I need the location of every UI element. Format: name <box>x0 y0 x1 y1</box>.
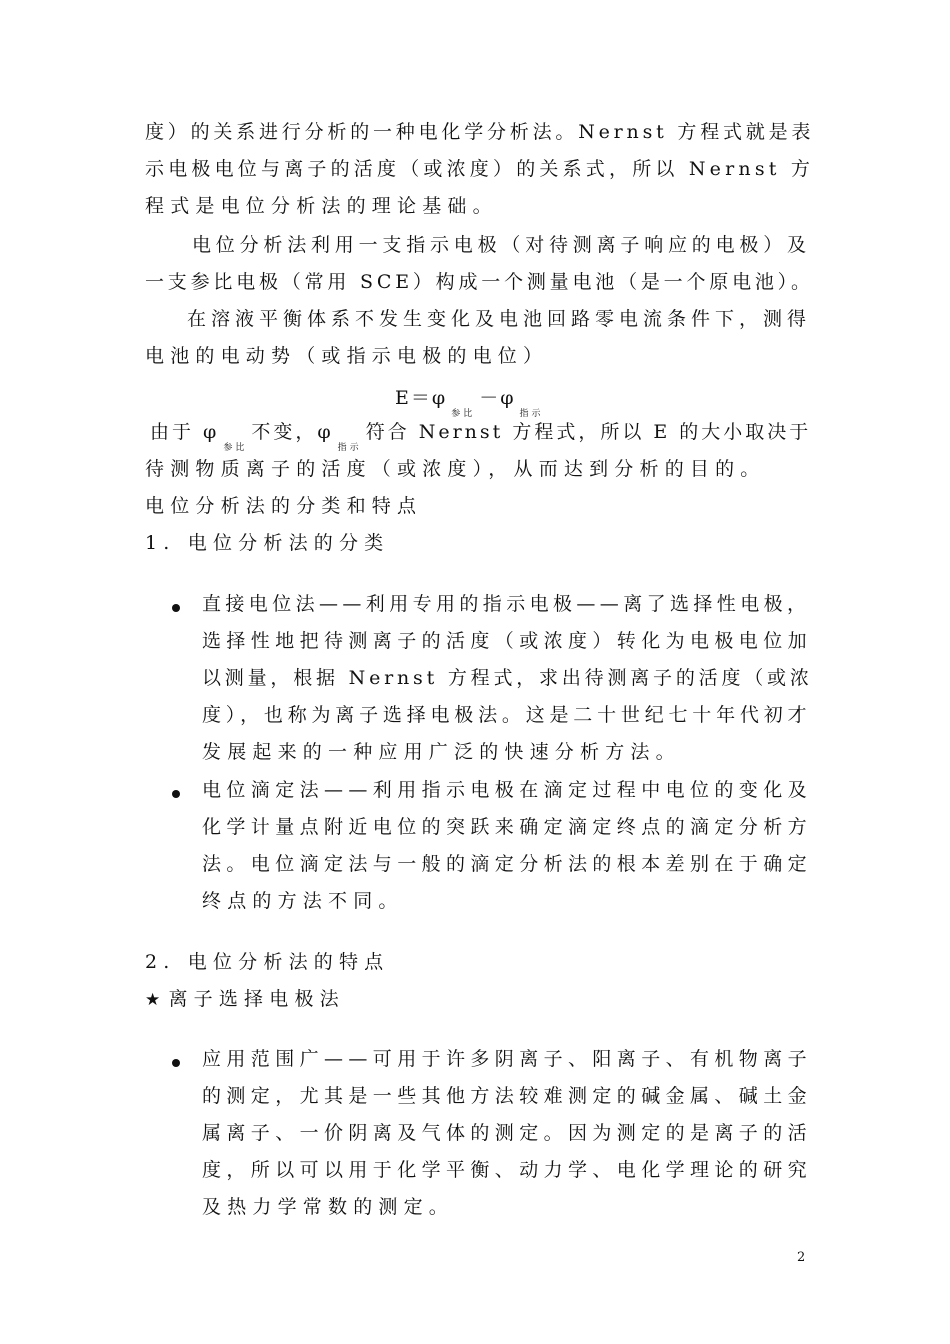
para3-part-1: 由于 φ <box>150 421 220 443</box>
bullet-dot <box>172 604 180 612</box>
bullet3-line-3: 属离子、一价阴离及气体的测定。因为测定的是离子的活 <box>202 1122 813 1144</box>
intro-line-3: 程式是电位分析法的理论基础。 <box>145 195 498 217</box>
para2-line-3: 在溶液平衡体系不发生变化及电池回路零电流条件下，测得 <box>187 308 812 330</box>
equation-sub-indicator: 指示 <box>519 409 544 419</box>
para2-line-4: 电池的电动势（或指示电极的电位） <box>145 345 549 367</box>
bullet1-line-1: 直接电位法——利用专用的指示电极——离了选择性电极， <box>202 593 811 615</box>
equation-lhs: E＝φ <box>395 387 448 409</box>
para3-part-3: 符合 Nernst 方程式，所以 E 的大小取决于 <box>365 421 812 443</box>
bullet1-line-4: 度），也称为离子选择电极法。这是二十世纪七十年代初才 <box>202 704 812 726</box>
heading-classification: 1. 电位分析法的分类 <box>145 532 390 554</box>
para3-part-2: 不变，φ <box>251 421 334 443</box>
heading-classification-features: 电位分析法的分类和特点 <box>145 495 423 517</box>
para3-line-1 <box>150 420 811 460</box>
bullet-dot <box>172 1059 180 1067</box>
bullet3-line-4: 度，所以可以用于化学平衡、动力学、电化学理论的研究 <box>202 1159 813 1181</box>
intro-line-1: 度）的关系进行分析的一种电化学分析法。Nernst 方程式就是表 <box>145 121 815 143</box>
bullet1-line-5: 发展起来的一种应用广泛的快速分析方法。 <box>202 741 681 763</box>
star-icon: ★ <box>145 990 167 1010</box>
bullet-dot <box>172 790 180 798</box>
equation-sub-reference: 参比 <box>451 409 476 419</box>
bullet3-line-1: 应用范围广——可用于许多阴离子、阳离子、有机物离子 <box>202 1048 813 1070</box>
bullet3-line-5: 及热力学常数的测定。 <box>202 1196 455 1218</box>
para2-line-2: 一支参比电极（常用 SCE）构成一个测量电池（是一个原电池）。 <box>145 271 814 293</box>
bullet1-line-3: 以测量，根据 Nernst 方程式，求出待测离子的活度（或浓 <box>202 667 813 689</box>
equation-minus: －φ <box>479 387 516 409</box>
bullet2-line-2: 化学计量点附近电位的突跃来确定滴定终点的滴定分析方 <box>202 816 813 838</box>
para3-sub-indicator: 指示 <box>337 443 362 453</box>
bullet2-line-4: 终点的方法不同。 <box>202 890 404 912</box>
bullet3-line-2: 的测定，尤其是一些其他方法较难测定的碱金属、碱土金 <box>202 1085 813 1107</box>
bullet1-line-2: 选择性地把待测离子的活度（或浓度）转化为电极电位加 <box>202 630 813 652</box>
page-number: 2 <box>797 1250 806 1265</box>
heading-ise <box>145 987 345 1012</box>
bullet2-line-1: 电位滴定法——利用指示电极在滴定过程中电位的变化及 <box>202 779 813 801</box>
bullet2-line-3: 法。电位滴定法与一般的滴定分析法的根本差别在于确定 <box>202 853 813 875</box>
para3-line-2: 待测物质离子的活度（或浓度），从而达到分析的目的。 <box>145 458 766 480</box>
heading-features: 2. 电位分析法的特点 <box>145 951 390 973</box>
intro-line-2: 示电极电位与离子的活度（或浓度）的关系式，所以 Nernst 方 <box>145 158 815 180</box>
para2-line-1: 电位分析法利用一支指示电极（对待测离子响应的电极）及 <box>192 234 811 256</box>
para3-sub-reference: 参比 <box>223 443 248 453</box>
equation <box>395 383 548 419</box>
heading-ise-label: 离子选择电极法 <box>168 988 345 1010</box>
